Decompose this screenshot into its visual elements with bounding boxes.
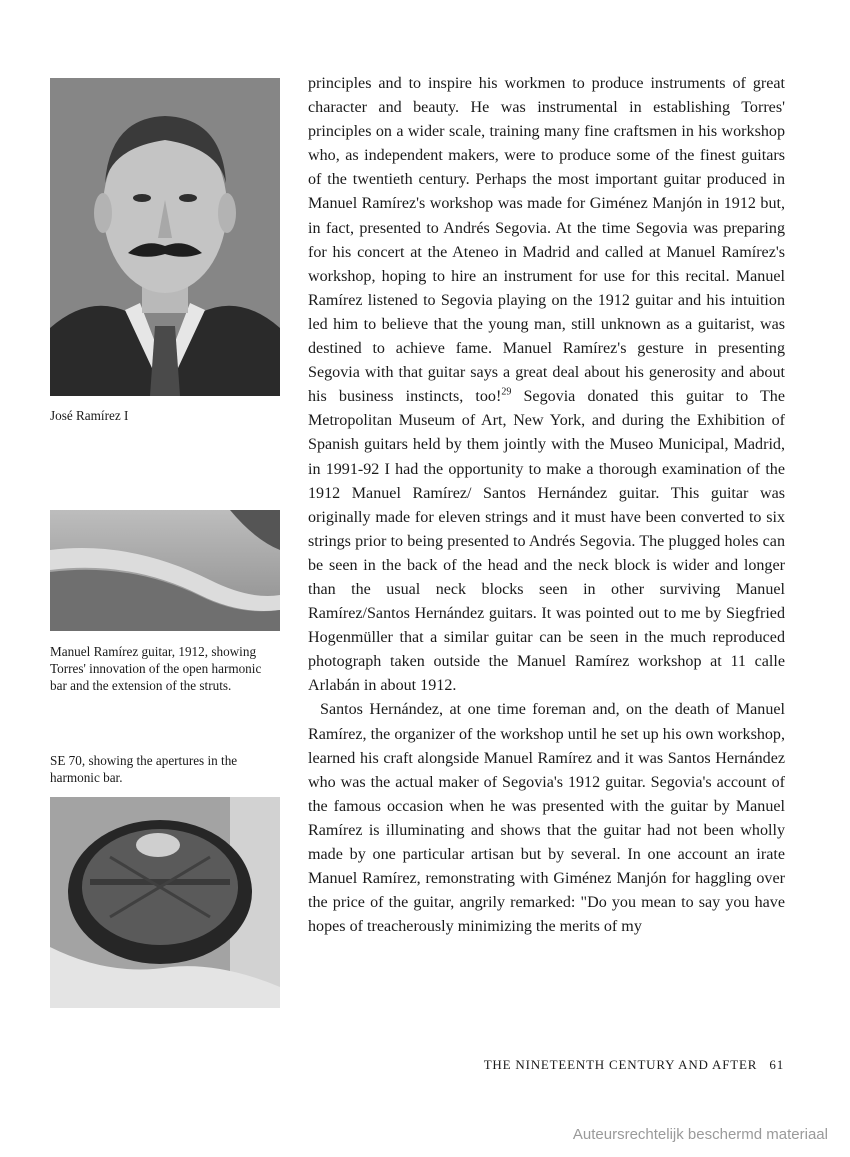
guitar-interior-illustration [50, 797, 280, 1008]
se70-photo [50, 797, 280, 1008]
footnote-reference[interactable]: 29 [501, 386, 512, 398]
page-footer [484, 1057, 784, 1073]
copyright-watermark: Auteursrechtelijk beschermd materiaal [572, 1126, 828, 1143]
se70-caption: SE 70, showing the apertures in the harmonic bar. [50, 753, 238, 785]
paragraph-1 [308, 72, 785, 698]
running-head: THE NINETEENTH CENTURY AND AFTER [483, 1057, 758, 1072]
paragraph-1-part-b: Segovia donated this guitar to The Metropolitan Museum of Art, New York, and during the Exhibition of Spanish guitars held by them jointly with the Museo Municipal, Madrid, in 1991-92 I had the opportunity to make a thorough examination of the 1912 Manuel Ramírez/ Santos Hernández guitar. This guitar was originally made for eleven strings and it must have been converted to six strings prior to being presented to Andrés Segovia. The plugged holes can be seen in the back of the head and the neck block is wider and longer than the usual neck blocks seen in other surviving Manuel Ramírez/Santos Hernández guitars. It was pointed out to me by Siegfried Hogenmüller that a similar guitar can be seen in the much reproduced photograph taken outside the Manuel Ramírez workshop at 11 calle Arlabán in about 1912. [308, 388, 785, 695]
portrait-illustration [50, 78, 280, 396]
portrait-photo [50, 78, 280, 396]
paragraph-1-part-a: principles and to inspire his workmen to produce instruments of great character and beauty. He was instrumental in establishing Torres' principles on a wider scale, training many fine craftsmen in his workshop who, as independent makers, were to produce some of the finest guitars of the twentieth century. Perhaps the most important guitar produced in Manuel Ramírez's workshop was made for Giménez Manjón in 1912 but, in fact, presented to Andrés Segovia. At the time Segovia was preparing for his concert at the Ateneo in Madrid and called at Manuel Ramírez's workshop, hoping to hire an instrument for use for this recital. Manuel Ramírez listened to Segovia playing on the 1912 guitar and his intuition led him to believe that the young man, still unknown as a guitarist, was destined to achieve fame. Manuel Ramírez's gesture in presenting Segovia with that guitar says a great deal about his generosity and about his business instincts, too! [308, 75, 785, 406]
harmonic-bar-illustration [50, 510, 280, 631]
page-number: 61 [769, 1057, 784, 1072]
guitar-1912-photo [50, 510, 280, 631]
guitar-1912-caption: Manuel Ramírez guitar, 1912, showing Torres' innovation of the open harmonic bar and the extension of the struts. [50, 644, 262, 693]
paragraph-2: Santos Hernández, at one time foreman and, on the death of Manuel Ramírez, the organizer of the workshop until he set up his own workshop, learned his craft alongside Manuel Ramírez and it was Santos Hernández who was the actual maker of Segovia's 1912 guitar. Segovia's account of the famous occasion when he was presented with the guitar by Manuel Ramírez is illuminating and shows that the guitar had not been wholly made by one particular artisan but by several. In one account an irate Manuel Ramírez, remonstrating with Giménez Manjón for haggling over the price of the guitar, angrily remarked: "Do you mean to say you have hopes of treacherously minimizing the merits of my [308, 701, 785, 936]
main-text-column [308, 72, 785, 939]
portrait-caption: José Ramírez I [50, 408, 129, 423]
